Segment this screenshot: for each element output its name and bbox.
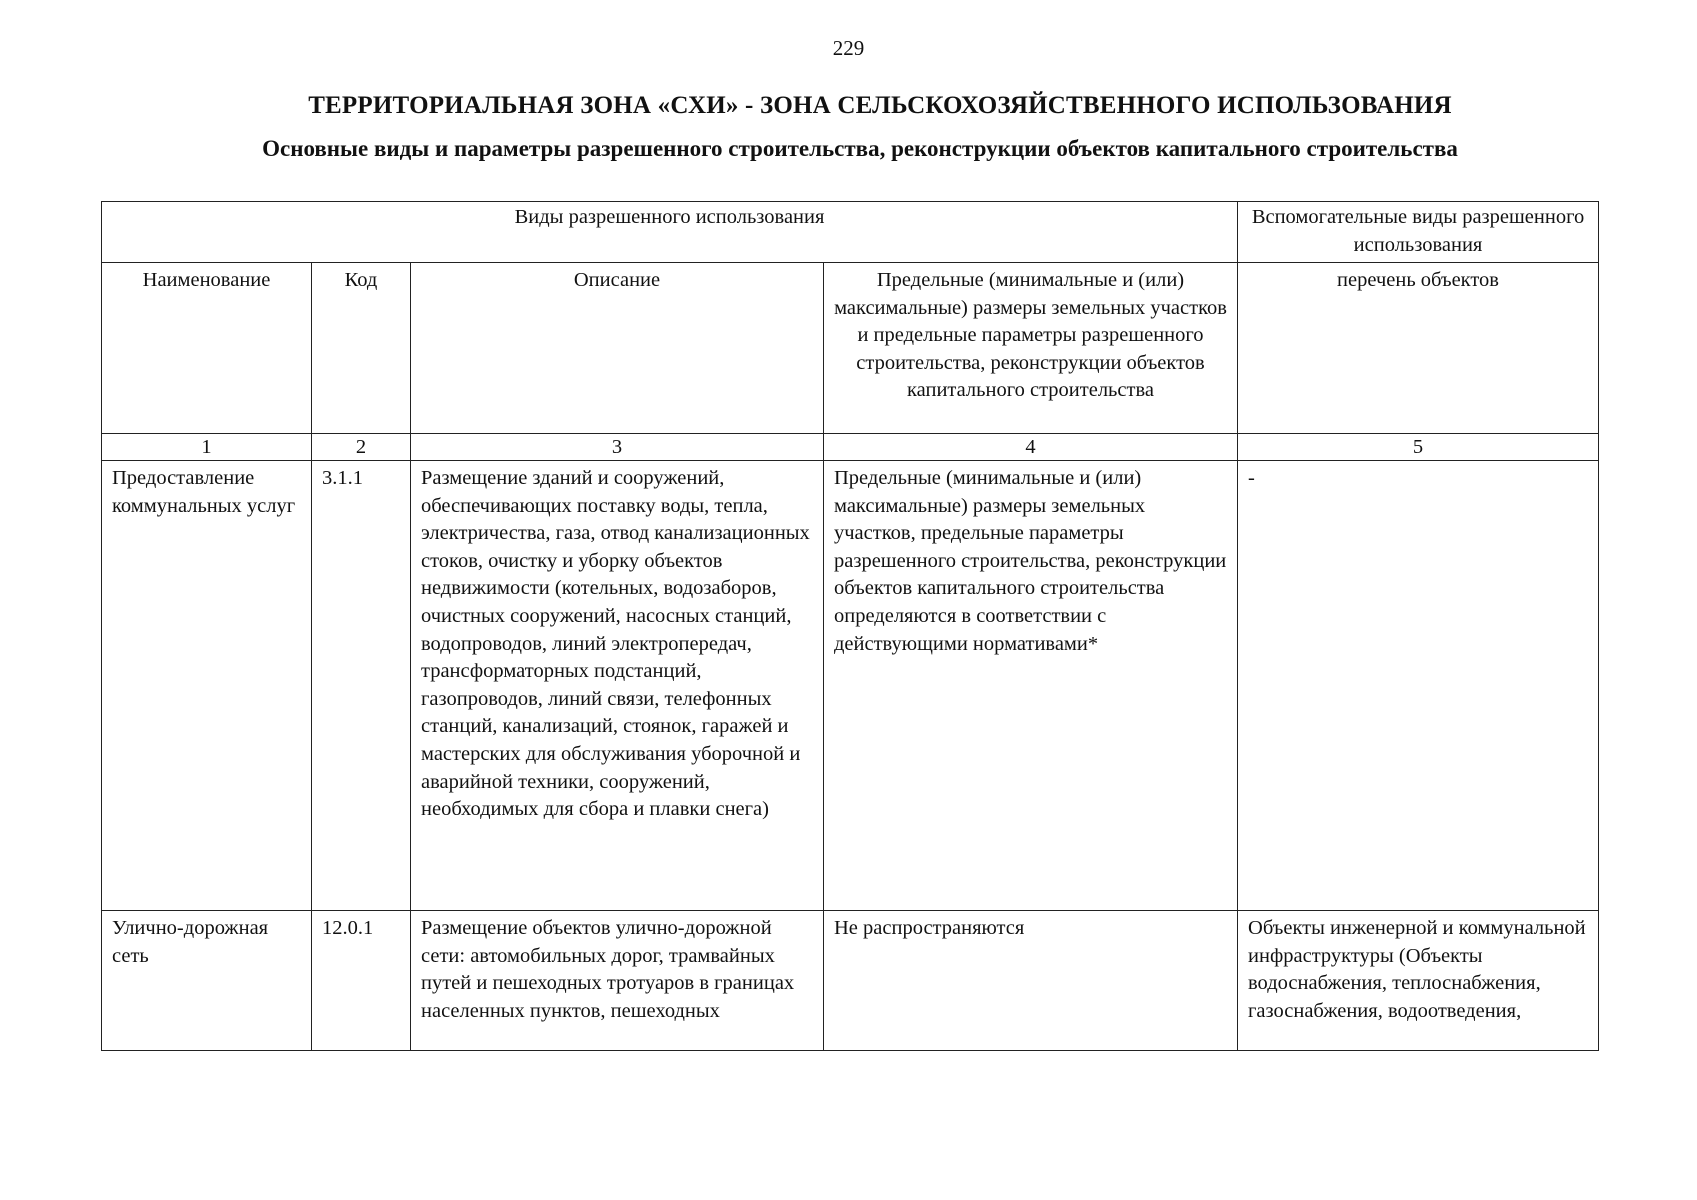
cell-limits: Не распространяются: [824, 911, 1238, 1051]
cell-name: Улично-дорожная сеть: [102, 911, 312, 1051]
cell-code: 12.0.1: [312, 911, 411, 1051]
column-header-aux-list: перечень объектов: [1238, 263, 1599, 434]
column-header-row: [102, 263, 1599, 434]
cell-description: Размещение зданий и сооружений, обеспечивающих поставку воды, тепла, электричества, газа, отвод канализационных стоков, очистку и уборку объектов недвижимости (котельных, водозаборов, очистных сооружений, насосных станций, водопроводов, линий электропередач, трансформаторных подстанций, газопроводов, линий связи, телефонных станций, канализаций, стоянок, гаражей и мастерских для обслуживания уборочной и аварийной техники, сооружений, необходимых для сбора и плавки снега): [411, 461, 824, 911]
column-header-name: Наименование: [102, 263, 312, 434]
column-number: 4: [824, 434, 1238, 461]
cell-description: Размещение объектов улично-дорожной сети: автомобильных дорог, трамвайных путей и пешеходных тротуаров в границах населенных пунктов, пешеходных: [411, 911, 824, 1051]
column-number: 3: [411, 434, 824, 461]
cell-name: Предоставление коммунальных услуг: [102, 461, 312, 911]
column-header-limits: Предельные (минимальные и (или) максимальные) размеры земельных участков и предельные параметры разрешенного строительства, реконструкции объектов капитального строительства: [824, 263, 1238, 434]
column-header-description: Описание: [411, 263, 824, 434]
column-number-row: [102, 434, 1599, 461]
column-number: 2: [312, 434, 411, 461]
cell-code: 3.1.1: [312, 461, 411, 911]
group-header-row: [102, 202, 1599, 263]
column-header-code: Код: [312, 263, 411, 434]
cell-aux: -: [1238, 461, 1599, 911]
cell-limits: Предельные (минимальные и (или) максимальные) размеры земельных участков, предельные параметры разрешенного строительства, реконструкции объектов капитального строительства определяются в соответствии с действующими нормативами*: [824, 461, 1238, 911]
group-header-main: Виды разрешенного использования: [102, 202, 1238, 263]
permitted-use-table: [101, 201, 1599, 1051]
document-title: ТЕРРИТОРИАЛЬНАЯ ЗОНА «СХИ» - ЗОНА СЕЛЬСКОХОЗЯЙСТВЕННОГО ИСПОЛЬЗОВАНИЯ: [308, 92, 1452, 119]
document-subtitle: Основные виды и параметры разрешенного строительства, реконструкции объектов капитального строительства: [262, 136, 1458, 161]
cell-aux: Объекты инженерной и коммунальной инфраструктуры (Объекты водоснабжения, теплоснабжения, газоснабжения, водоотведения,: [1238, 911, 1599, 1051]
column-number: 1: [102, 434, 312, 461]
table-row: [102, 461, 1599, 911]
page-number: 229: [832, 36, 865, 60]
table-row: [102, 911, 1599, 1051]
column-number: 5: [1238, 434, 1599, 461]
group-header-aux: Вспомогательные виды разрешенного использования: [1238, 202, 1599, 263]
